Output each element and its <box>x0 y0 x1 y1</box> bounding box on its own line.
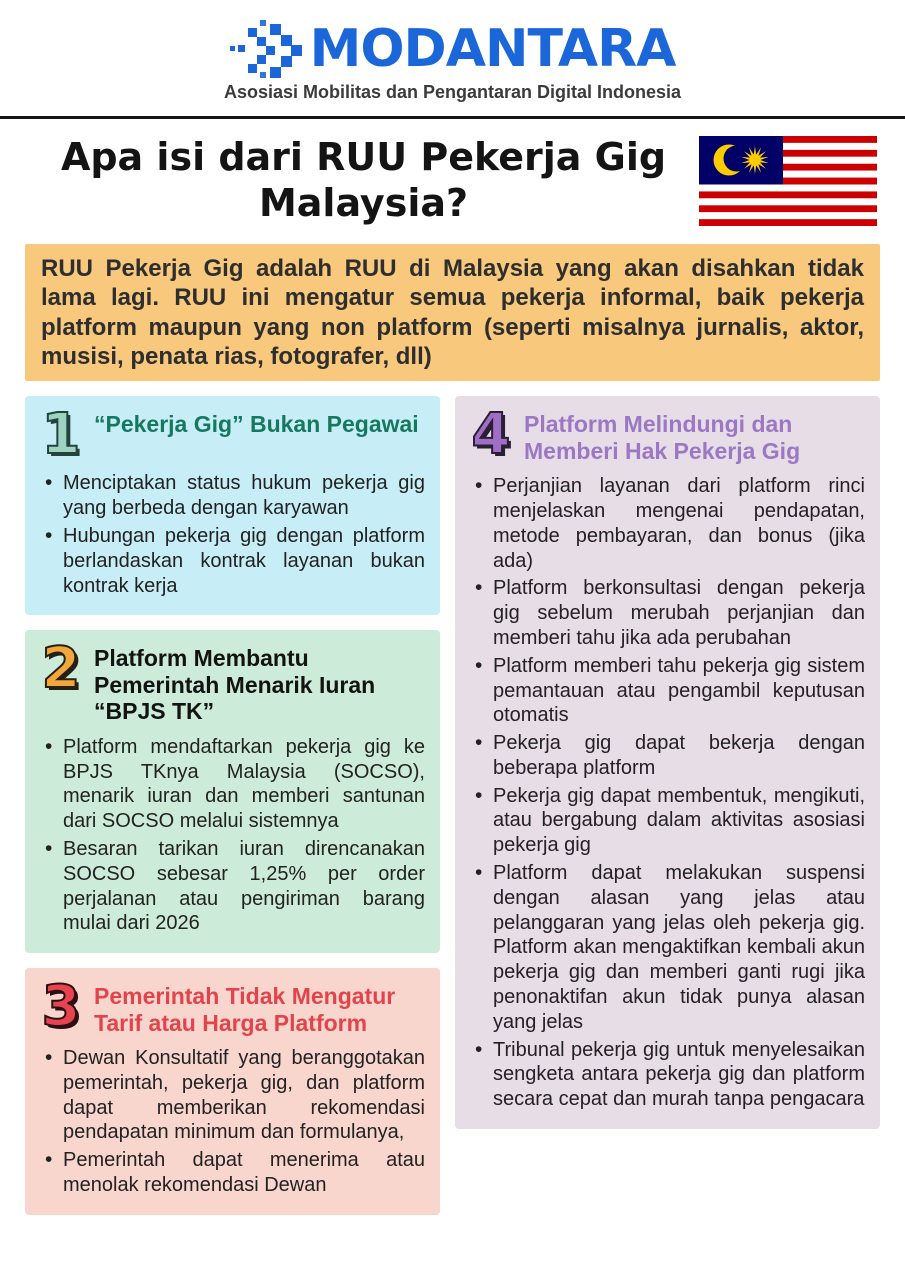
bullet-item: • Pekerja gig dapat membentuk, mengikuti, atau bergabung dalam aktivitas asosiasi pekerja gig <box>468 784 865 858</box>
bullet-item: • Hubungan pekerja gig dengan platform berlandaskan kontrak layanan bukan kontrak kerja <box>38 524 425 598</box>
bullet-item: • Platform dapat melakukan suspensi dengan alasan yang jelas atau pelanggaran yang jelas oleh pekerja gig. Platform akan mengaktifkan kembali akun pekerja gig dan memberi ganti rugi jika penonaktifan akun tidak punya alasan yang jelas <box>468 861 865 1035</box>
section-card-2 <box>25 630 440 953</box>
malaysia-flag-icon <box>699 136 877 226</box>
section-1-header <box>38 402 425 468</box>
section-3-number: 3 <box>41 974 81 1040</box>
bullet-item: • Tribunal pekerja gig untuk menyelesaikan sengketa antara pekerja gig dan platform secara cepat dan murah tanpa pengacara <box>468 1038 865 1112</box>
section-2-bullets <box>38 735 425 936</box>
title-row <box>0 119 905 232</box>
bullet-item: • Platform memberi tahu pekerja gig sistem pemantauan atau pengambil keputusan otomatis <box>468 654 865 728</box>
section-4-number: 4 <box>471 402 511 468</box>
section-card-3 <box>25 968 440 1215</box>
section-1-number: 1 <box>41 402 81 468</box>
section-2-header <box>38 636 425 725</box>
section-2-heading: Platform Membantu Pemerintah Menarik Iuran “BPJS TK” <box>94 645 376 725</box>
left-column <box>25 396 440 1215</box>
section-3-heading: Pemerintah Tidak Mengatur Tarif atau Harga Platform <box>94 983 396 1036</box>
bullet-item: • Pemerintah dapat menerima atau menolak rekomendasi Dewan <box>38 1148 425 1198</box>
right-column <box>455 396 880 1129</box>
modantara-pixel-icon <box>230 20 302 78</box>
content-columns <box>25 396 880 1215</box>
bullet-item: • Pekerja gig dapat bekerja dengan beberapa platform <box>468 731 865 781</box>
logo-wordmark: MODANTARA <box>309 19 676 79</box>
section-4-bullets <box>468 474 865 1112</box>
section-card-4 <box>455 396 880 1129</box>
section-2-number: 2 <box>41 636 81 702</box>
bullet-item: • Menciptakan status hukum pekerja gig yang berbeda dengan karyawan <box>38 471 425 521</box>
section-3-header <box>38 974 425 1040</box>
section-card-1 <box>25 396 440 615</box>
bullet-item: • Platform mendaftarkan pekerja gig ke BPJS TKnya Malaysia (SOCSO), menarik iuran dan memberi santunan dari SOCSO melalui sistemnya <box>38 735 425 834</box>
bullet-item: • Dewan Konsultatif yang beranggotakan pemerintah, pekerja gig, dan platform dapat memberikan rekomendasi pendapatan minimum dan formulanya, <box>38 1046 425 1145</box>
bullet-item: • Besaran tarikan iuran direncanakan SOCSO sebesar 1,25% per order perjalanan atau pengiriman barang mulai dari 2026 <box>38 837 425 936</box>
logo <box>0 20 905 78</box>
section-1-heading: “Pekerja Gig” Bukan Pegawai <box>94 411 419 438</box>
bullet-item: • Platform berkonsultasi dengan pekerja gig sebelum merubah perjanjian dan memberi tahu jika ada perubahan <box>468 576 865 650</box>
header <box>0 0 905 119</box>
page-title: Apa isi dari RUU Pekerja Gig Malaysia? <box>60 135 667 225</box>
section-4-heading: Platform Melindungi dan Memberi Hak Pekerja Gig <box>524 411 801 464</box>
bullet-item: • Perjanjian layanan dari platform rinci menjelaskan mengenai pendapatan, metode pembayaran, dan bonus (jika ada) <box>468 474 865 573</box>
section-3-bullets <box>38 1046 425 1198</box>
intro-box: RUU Pekerja Gig adalah RUU di Malaysia yang akan disahkan tidak lama lagi. RUU ini mengatur semua pekerja informal, baik pekerja platform maupun yang non platform (seperti misalnya jurnalis, aktor, musisi, penata rias, fotografer, dll) <box>25 244 880 381</box>
section-1-bullets <box>38 471 425 598</box>
section-4-header <box>468 402 865 468</box>
logo-tagline: Asosiasi Mobilitas dan Pengantaran Digital Indonesia <box>223 82 682 102</box>
